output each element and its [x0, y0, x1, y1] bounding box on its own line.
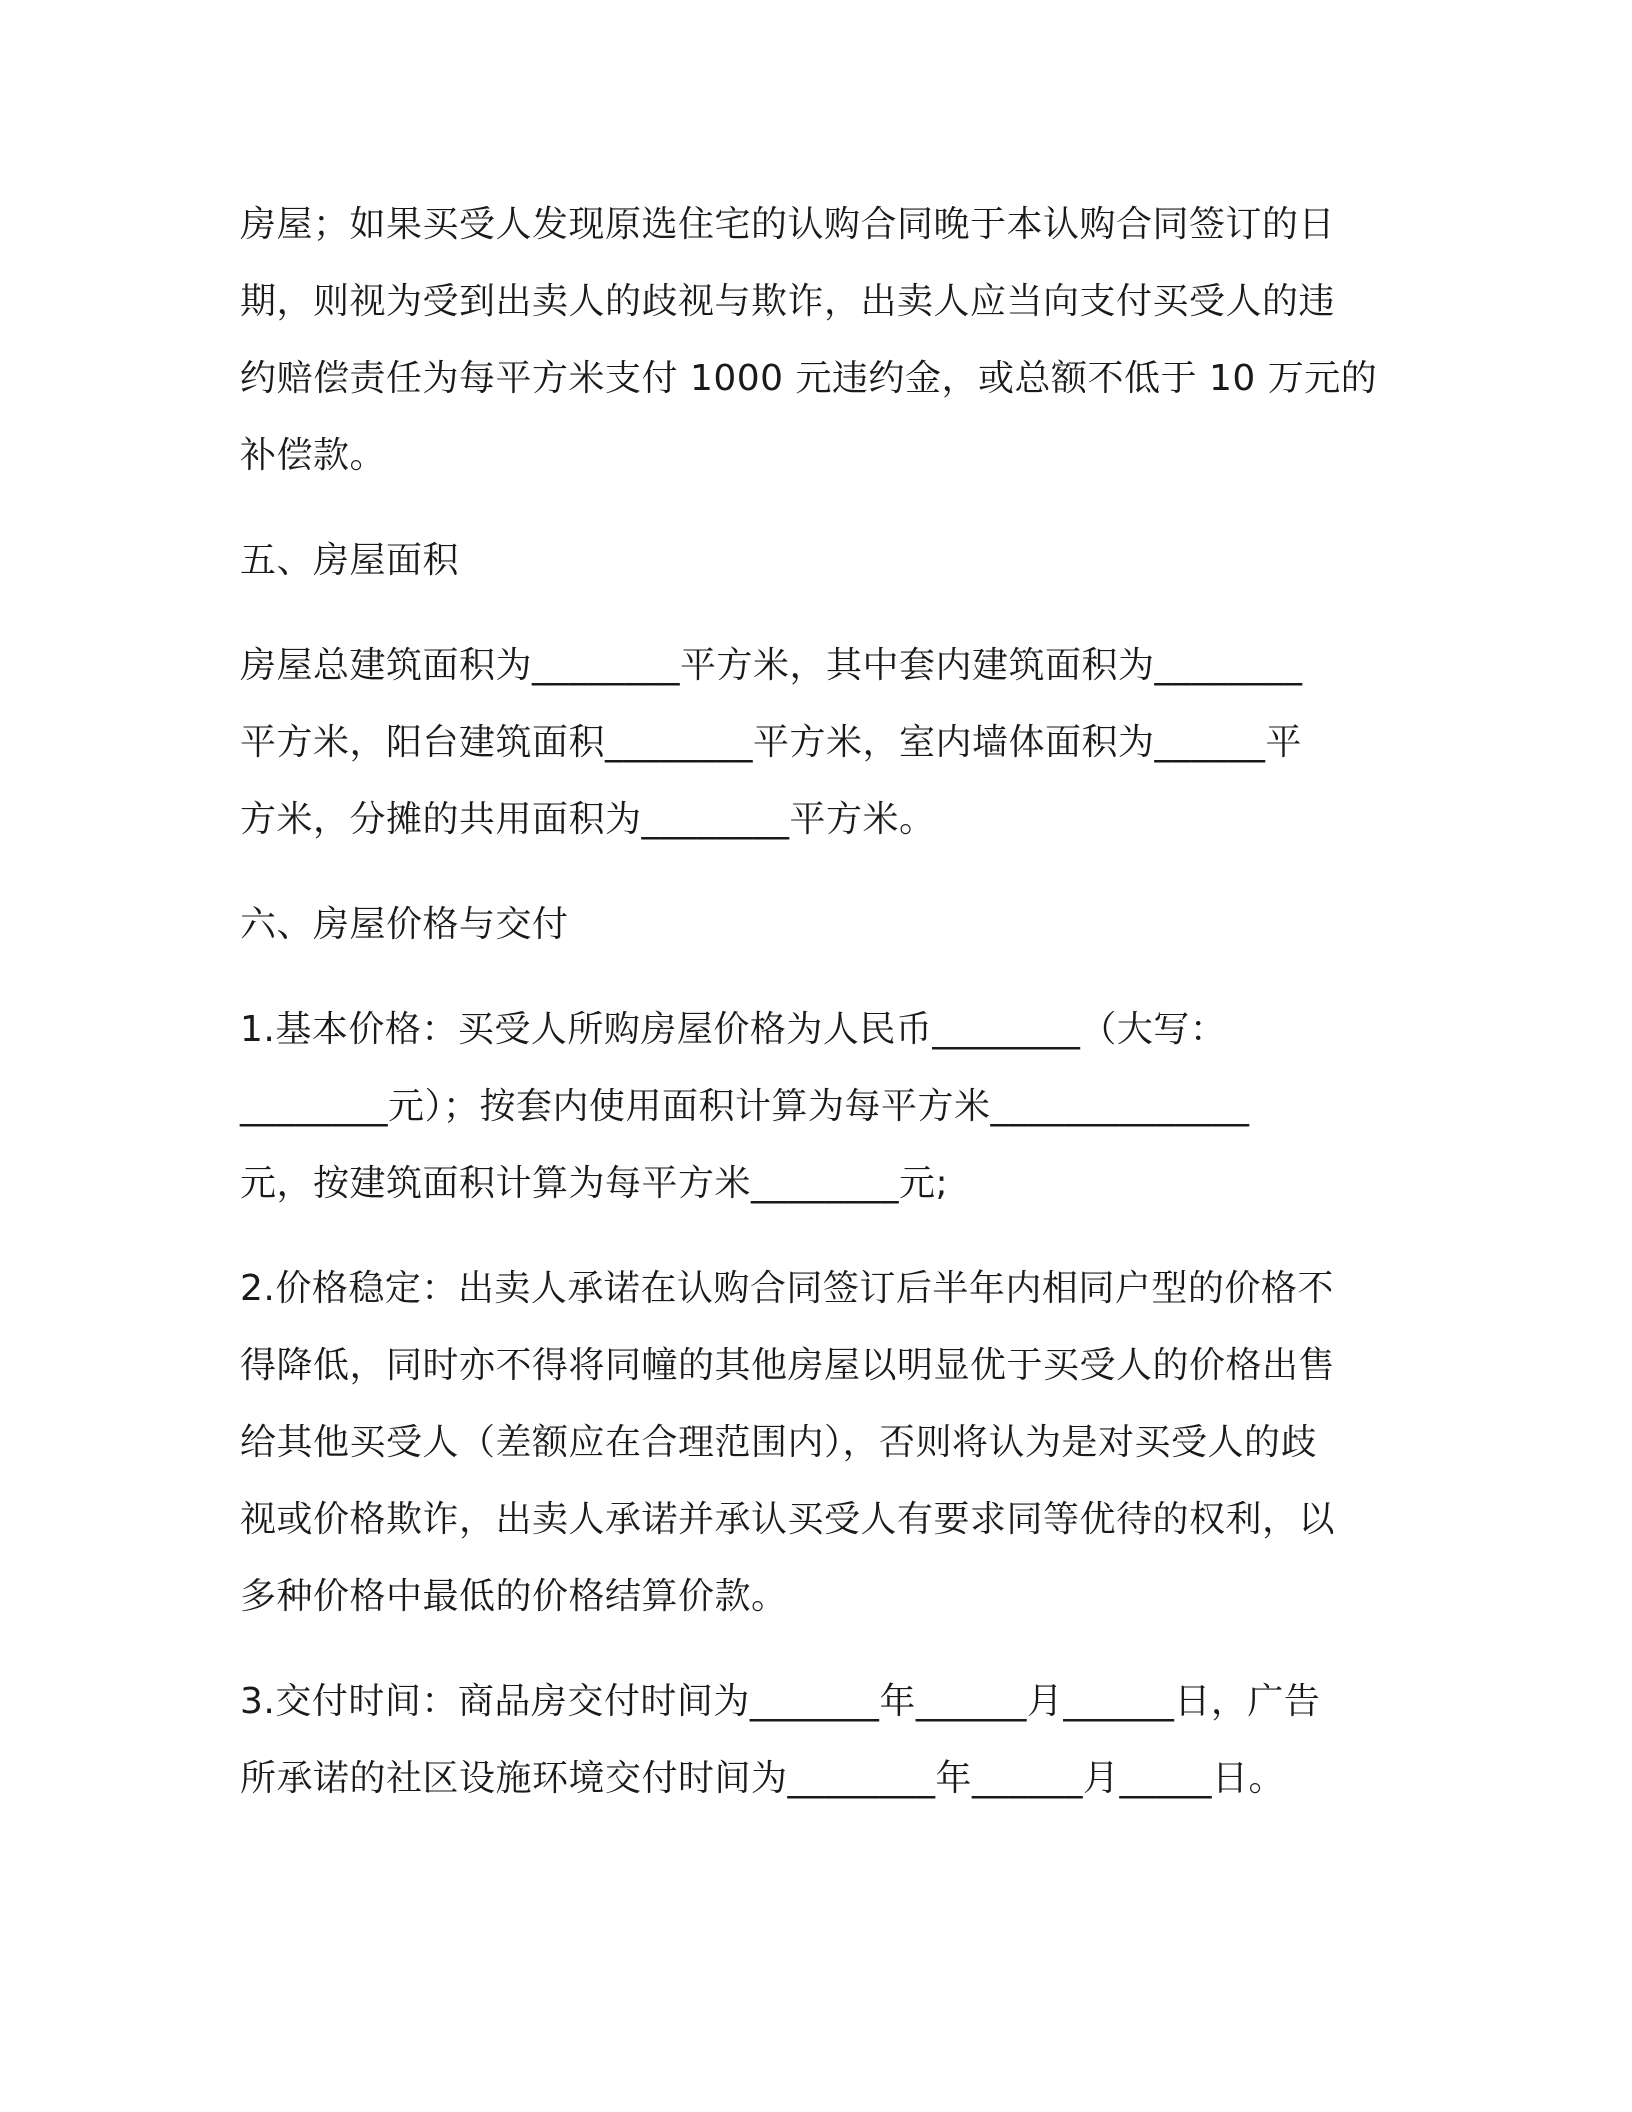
section-5-heading: [240, 522, 1380, 599]
text-line: 2.价格稳定：出卖人承诺在认购合同签订后半年内相同户型的价格不: [240, 1268, 1334, 1309]
text-line: 多种价格中最低的价格结算价款。: [240, 1576, 788, 1617]
text-line: 房屋；如果买受人发现原选住宅的认购合同晚于本认购合同签订的日: [240, 204, 1336, 245]
delivery-time-paragraph: [240, 1663, 1380, 1817]
text-line: 平方米，阳台建筑面积________平方米，室内墙体面积为______平: [240, 722, 1303, 763]
price-stability-paragraph: [240, 1250, 1380, 1635]
breach-clause-paragraph: [240, 186, 1380, 494]
text-line: 1.基本价格：买受人所购房屋价格为人民币________（大写：: [240, 1009, 1227, 1050]
heading-text: 五、房屋面积: [240, 540, 460, 581]
section-6-heading: [240, 886, 1380, 963]
text-line: 得降低，同时亦不得将同幢的其他房屋以明显优于买受人的价格出售: [240, 1345, 1336, 1386]
text-line: 方米，分摊的共用面积为________平方米。: [240, 799, 936, 840]
document-body: [240, 186, 1380, 1845]
text-line: 3.交付时间：商品房交付时间为_______年______月______日，广告: [240, 1681, 1321, 1722]
area-details-paragraph: [240, 627, 1380, 858]
text-line: 元，按建筑面积计算为每平方米________元;: [240, 1163, 949, 1204]
text-line: 期，则视为受到出卖人的歧视与欺诈，出卖人应当向支付买受人的违: [240, 281, 1336, 322]
text-line: 补偿款。: [240, 435, 387, 476]
text-line: 所承诺的社区设施环境交付时间为________年______月_____日。: [240, 1758, 1286, 1799]
basic-price-paragraph: [240, 991, 1380, 1222]
text-line: ________元）；按套内使用面积计算为每平方米______________: [240, 1086, 1250, 1127]
text-line: 视或价格欺诈，出卖人承诺并承认买受人有要求同等优待的权利，以: [240, 1499, 1336, 1540]
heading-text: 六、房屋价格与交付: [240, 904, 569, 945]
text-line: 房屋总建筑面积为________平方米，其中套内建筑面积为________: [240, 645, 1303, 686]
text-line: 给其他买受人（差额应在合理范围内），否则将认为是对买受人的歧: [240, 1422, 1318, 1463]
text-line: 约赔偿责任为每平方米支付 1000 元违约金，或总额不低于 10 万元的: [240, 358, 1378, 399]
